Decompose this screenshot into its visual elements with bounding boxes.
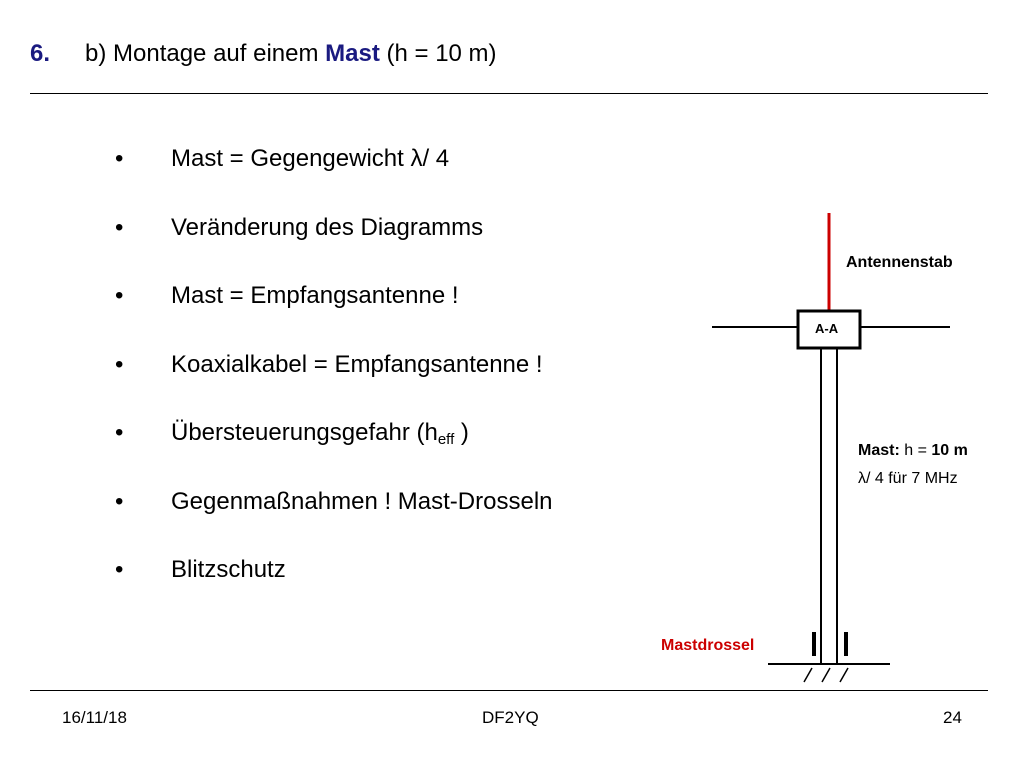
- title-divider: [30, 93, 988, 94]
- bullet-dot: •: [115, 419, 124, 446]
- title-suffix: (h = 10 m): [379, 40, 497, 67]
- slide-number: 6.: [30, 40, 51, 67]
- bullet-text: Veränderung des Diagramms: [171, 213, 484, 241]
- footer-date: 16/11/18: [62, 708, 127, 727]
- ground-hatch: [804, 668, 848, 682]
- bullet-text: Blitzschutz: [171, 556, 286, 583]
- footer-page-number: 24: [943, 708, 962, 727]
- mast-label: [858, 442, 968, 460]
- mast-diagram: [650, 205, 1024, 690]
- antenna-label: Antennenstab: [846, 254, 953, 271]
- bullet-text: Koaxialkabel = Empfangsantenne !: [171, 350, 543, 378]
- mast-label-value: 10 m: [931, 442, 968, 459]
- footer-author: DF2YQ: [482, 708, 539, 727]
- bullet-dot: •: [115, 145, 124, 172]
- slide-title: [30, 40, 497, 68]
- bullet-text-subscript: eff: [437, 431, 455, 448]
- feed-box-label: A-A: [815, 321, 839, 336]
- bullet-dot: •: [115, 487, 124, 515]
- bullet-text: Gegenmaßnahmen ! Mast-Drosseln: [171, 487, 553, 515]
- mast-label-bold: Mast:: [858, 442, 900, 459]
- bullet-text: Mast = Gegengewicht λ/ 4: [171, 145, 450, 172]
- bullet-dot: •: [115, 350, 124, 378]
- choke-label: Mastdrossel: [661, 637, 755, 654]
- bullet-dot: •: [115, 556, 124, 583]
- title-prefix: b) Montage auf einem: [85, 40, 326, 67]
- bullet-text-post: ): [454, 419, 469, 446]
- bullet-dot: •: [115, 282, 124, 309]
- bullet-dot: •: [115, 213, 124, 241]
- bullet-text: [171, 415, 469, 458]
- bullet-text-pre: Übersteuerungsgefahr (h: [171, 419, 438, 446]
- mast-wavelength-label: λ/ 4 für 7 MHz: [858, 470, 958, 487]
- mast-label-text: h =: [899, 442, 932, 459]
- bullet-text: Mast = Empfangsantenne !: [171, 282, 459, 309]
- footer-divider: [30, 690, 988, 691]
- title-highlight: Mast: [325, 40, 380, 67]
